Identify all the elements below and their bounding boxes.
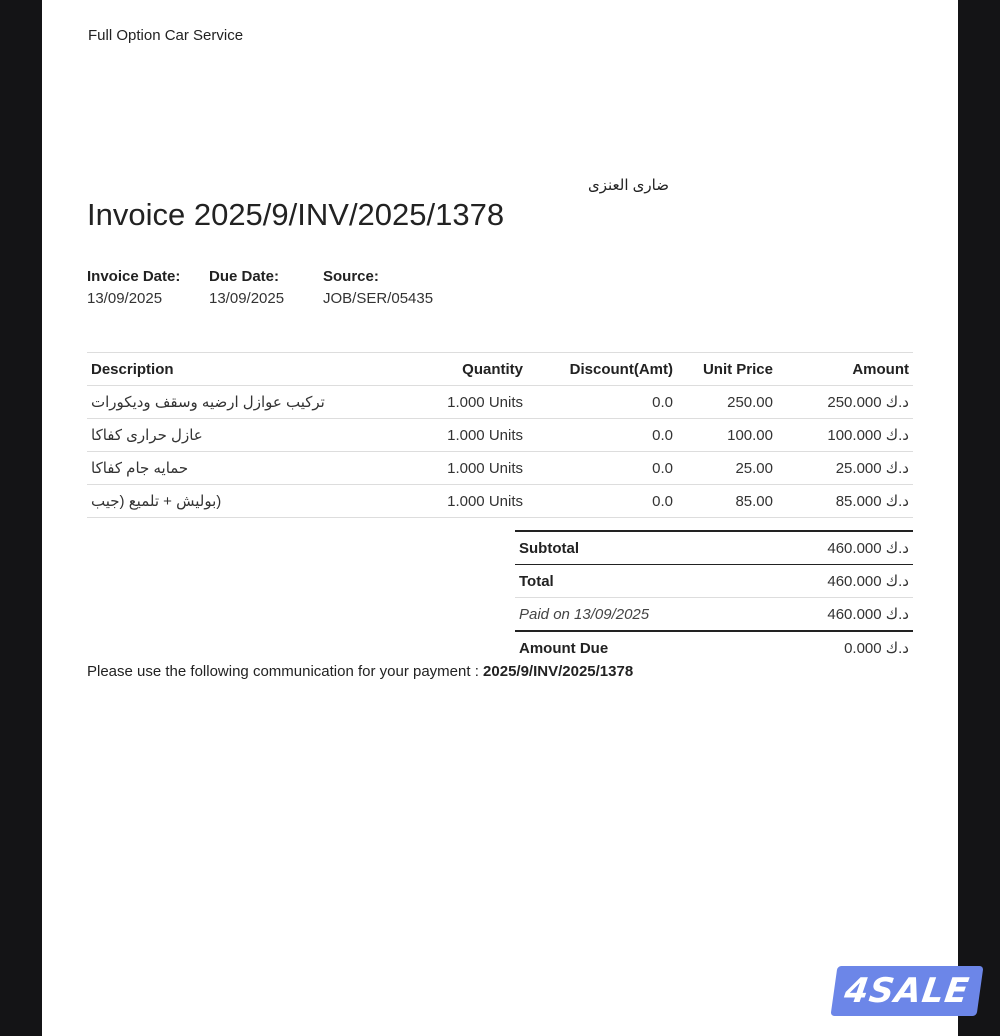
currency-symbol: د.ك <box>885 606 909 623</box>
invoice-date-label: Invoice Date: <box>87 268 181 285</box>
currency-symbol: د.ك <box>885 427 909 444</box>
line-quantity: 1.000 Units <box>407 452 527 485</box>
table-row <box>87 419 913 452</box>
line-unit-price: 250.00 <box>677 386 777 419</box>
line-discount: 0.0 <box>527 452 677 485</box>
col-amount: Amount <box>777 353 913 386</box>
invoice-lines-table <box>87 352 913 518</box>
source-label: Source: <box>323 268 379 285</box>
total-label: Total <box>515 565 756 598</box>
currency-symbol: د.ك <box>885 573 909 590</box>
subtotal-label: Subtotal <box>515 531 756 565</box>
line-description: عازل حرارى كفاكا <box>87 419 407 452</box>
table-header-row <box>87 353 913 386</box>
line-amount-value: 85.000 <box>835 493 882 510</box>
line-amount <box>777 386 913 419</box>
total-row <box>515 565 913 598</box>
paid-row <box>515 598 913 632</box>
currency-symbol: د.ك <box>885 640 909 657</box>
line-amount-value: 100.000 <box>827 427 882 444</box>
line-unit-price: 85.00 <box>677 485 777 518</box>
payment-communication <box>87 663 633 680</box>
invoice-date-value: 13/09/2025 <box>87 290 163 307</box>
currency-symbol: د.ك <box>885 540 909 557</box>
amount-due-label: Amount Due <box>519 639 609 657</box>
currency-symbol: د.ك <box>885 394 909 411</box>
currency-symbol: د.ك <box>885 493 909 510</box>
invoice-title: Invoice 2025/9/INV/2025/1378 <box>87 197 505 232</box>
line-amount <box>777 485 913 518</box>
line-amount <box>777 419 913 452</box>
4sale-watermark-logo <box>830 966 983 1016</box>
line-quantity: 1.000 Units <box>407 485 527 518</box>
company-name: Full Option Car Service <box>88 27 244 44</box>
subtotal-value: 460.000 <box>827 540 882 557</box>
table-row <box>87 386 913 419</box>
line-amount <box>777 452 913 485</box>
source-block <box>323 268 433 307</box>
invoice-page <box>42 0 958 1036</box>
line-amount-value: 25.000 <box>835 460 882 477</box>
paid-label: Paid on 13/09/2025 <box>515 598 756 632</box>
line-description: تركيب عوازل ارضيه وسقف وديكورات <box>87 386 407 419</box>
subtotal-amount <box>756 531 913 565</box>
line-quantity: 1.000 Units <box>407 386 527 419</box>
line-description: حمايه جام كفاكا <box>87 452 407 485</box>
communication-reference: 2025/9/INV/2025/1378 <box>483 663 634 680</box>
total-amount <box>756 565 913 598</box>
customer-name: ضارى العنزى <box>588 177 669 194</box>
line-unit-price: 100.00 <box>677 419 777 452</box>
due-date-label: Due Date: <box>209 268 280 285</box>
table-row <box>87 485 913 518</box>
line-amount-value: 250.000 <box>827 394 882 411</box>
line-discount: 0.0 <box>527 485 677 518</box>
line-discount: 0.0 <box>527 386 677 419</box>
paid-value: 460.000 <box>827 606 882 623</box>
col-description: Description <box>87 353 407 386</box>
due-date-value: 13/09/2025 <box>209 290 285 307</box>
line-quantity: 1.000 Units <box>407 419 527 452</box>
source-value: JOB/SER/05435 <box>323 290 434 307</box>
col-unit-price: Unit Price <box>677 353 777 386</box>
logo-text: 4SALE <box>842 971 972 1011</box>
amount-due-row <box>515 631 913 664</box>
col-quantity: Quantity <box>407 353 527 386</box>
communication-text: Please use the following communication for your payment : <box>87 663 484 680</box>
line-discount: 0.0 <box>527 419 677 452</box>
table-row <box>87 452 913 485</box>
amount-due-amount <box>756 631 913 664</box>
amount-due-value: 0.000 <box>844 640 882 657</box>
line-unit-price: 25.00 <box>677 452 777 485</box>
invoice-date-block <box>87 268 180 307</box>
paid-amount <box>756 598 913 632</box>
line-description: (بوليش + تلميع (جيب <box>87 485 407 518</box>
subtotal-row <box>515 531 913 565</box>
total-value: 460.000 <box>827 573 882 590</box>
col-discount: Discount(Amt) <box>527 353 677 386</box>
totals-table <box>515 530 913 664</box>
currency-symbol: د.ك <box>885 460 909 477</box>
due-date-block <box>209 268 284 307</box>
